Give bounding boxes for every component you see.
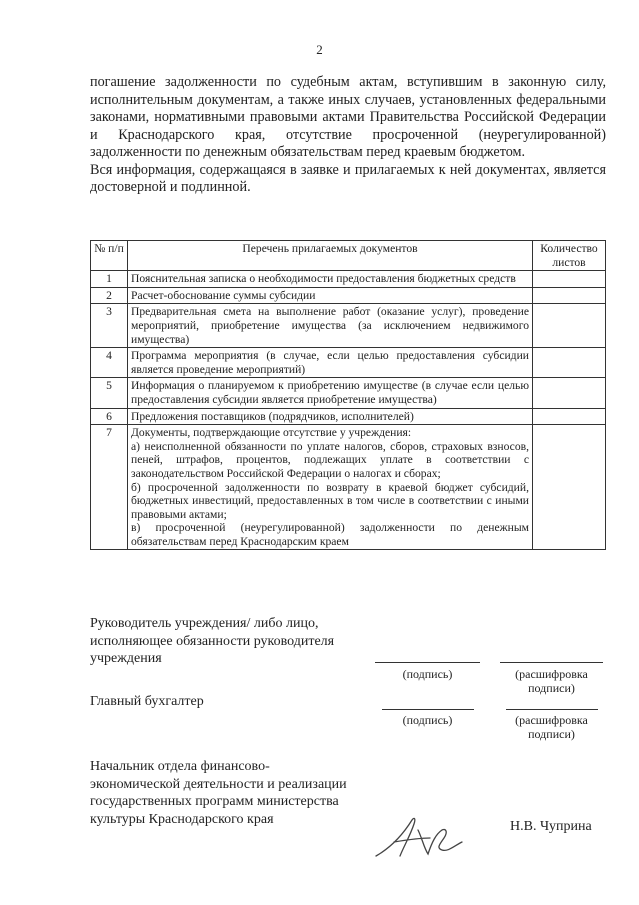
row-number: 2 xyxy=(91,287,128,304)
head-signature-line xyxy=(375,662,480,663)
table-header-row xyxy=(91,241,606,271)
row-count xyxy=(533,348,606,378)
row-text: Информация о планируемом к приобретению имуществе (в случае если целью предоставления субсидии является приобретение имущества) xyxy=(128,378,533,408)
header-number: № п/п xyxy=(91,241,128,271)
table-row xyxy=(91,425,606,550)
intro-text xyxy=(90,74,606,197)
table-row xyxy=(91,271,606,288)
row-text: Расчет-обоснование суммы субсидии xyxy=(128,287,533,304)
row7-item-c: в) просроченной (неурегулированной) задолженности по денежным обязательствам перед Краснодарским краем xyxy=(131,521,529,548)
row-number: 1 xyxy=(91,271,128,288)
row-number: 5 xyxy=(91,378,128,408)
decoding-caption-line-1: (расшифровка xyxy=(515,713,588,727)
page-number: 2 xyxy=(316,42,323,57)
table-row xyxy=(91,304,606,348)
table-row xyxy=(91,408,606,425)
row-number: 3 xyxy=(91,304,128,348)
row7-intro: Документы, подтверждающие отсутствие у учреждения: xyxy=(131,426,412,440)
row-number: 4 xyxy=(91,348,128,378)
handwritten-signature xyxy=(372,812,467,862)
row-text: Пояснительная записка о необходимости предоставления бюджетных средств xyxy=(128,271,533,288)
decoding-caption-line-1: (расшифровка xyxy=(515,667,588,681)
row7-item-a: а) неисполненной обязанности по уплате налогов, сборов, страховых взносов, пеней, штрафов, процентов, подлежащих уплате в соответствии с законодательством Российской Федерации о налогах и сборах; xyxy=(131,439,529,480)
row-number: 7 xyxy=(91,425,128,550)
chief-title-line-3: государственных программ министерства xyxy=(90,794,339,809)
row-text: Предложения поставщиков (подрядчиков, исполнителей) xyxy=(128,408,533,425)
table-row xyxy=(91,348,606,378)
accountant-decoding-line xyxy=(506,709,598,710)
accountant-decoding-caption xyxy=(500,713,603,741)
head-title xyxy=(90,615,334,668)
head-title-line-2: исполняющее обязанности руководителя xyxy=(90,633,335,649)
row-text: Предварительная смета на выполнение работ (оказание услуг), проведение мероприятий, приобретение имущества (за исключением недвижимого имущества) xyxy=(128,304,533,348)
decoding-caption-line-2: подписи) xyxy=(528,727,575,741)
row-count xyxy=(533,378,606,408)
header-documents: Перечень прилагаемых документов xyxy=(128,241,533,271)
table-row xyxy=(91,378,606,408)
intro-paragraph-2: Вся информация, содержащаяся в заявке и прилагаемых к ней документах, является достоверной и подлинной. xyxy=(90,161,606,195)
head-title-line-1: Руководитель учреждения/ либо лицо, xyxy=(90,616,319,631)
table-row xyxy=(91,287,606,304)
head-decoding-line xyxy=(500,662,603,663)
head-signature-caption: (подпись) xyxy=(402,667,453,681)
accountant-signature-caption: (подпись) xyxy=(402,713,453,727)
chief-title-line-1: Начальник отдела финансово- xyxy=(90,759,270,774)
row-number: 6 xyxy=(91,408,128,425)
head-decoding-caption xyxy=(500,667,603,695)
chief-title xyxy=(90,758,347,828)
row-count xyxy=(533,304,606,348)
intro-paragraph-1: погашение задолженности по судебным актам, вступившим в законную силу, исполнительным документам, а также иных случаев, установленных федеральными законами, нормативными правовыми актами Правительства Российской Федерации и Краснодарского края, отсутствие просроченной (неурегулированной) задолженности по денежным обязательствам перед краевым бюджетом. xyxy=(90,74,606,160)
documents-table xyxy=(90,240,606,550)
accountant-signature-line xyxy=(382,709,474,710)
chief-title-line-4: культуры Краснодарского края xyxy=(90,811,274,827)
row-count xyxy=(533,425,606,550)
head-title-line-3: учреждения xyxy=(90,651,162,666)
chief-title-line-2: экономической деятельности и реализации xyxy=(90,776,347,792)
row-text: Программа мероприятия (в случае, если целью предоставления субсидии является проведение мероприятий) xyxy=(128,348,533,378)
accountant-title: Главный бухгалтер xyxy=(90,694,204,709)
row-count xyxy=(533,287,606,304)
row7-item-b: б) просроченной задолженности по возврату в краевой бюджет субсидий, бюджетных инвестиций, предоставленных в том числе в соответствии с иными правовыми актами; xyxy=(131,480,529,521)
chief-name: Н.В. Чуприна xyxy=(510,819,592,834)
header-count: Количество листов xyxy=(533,241,606,271)
row-count xyxy=(533,271,606,288)
decoding-caption-line-2: подписи) xyxy=(528,681,575,695)
row-count xyxy=(533,408,606,425)
row-text xyxy=(128,425,533,550)
